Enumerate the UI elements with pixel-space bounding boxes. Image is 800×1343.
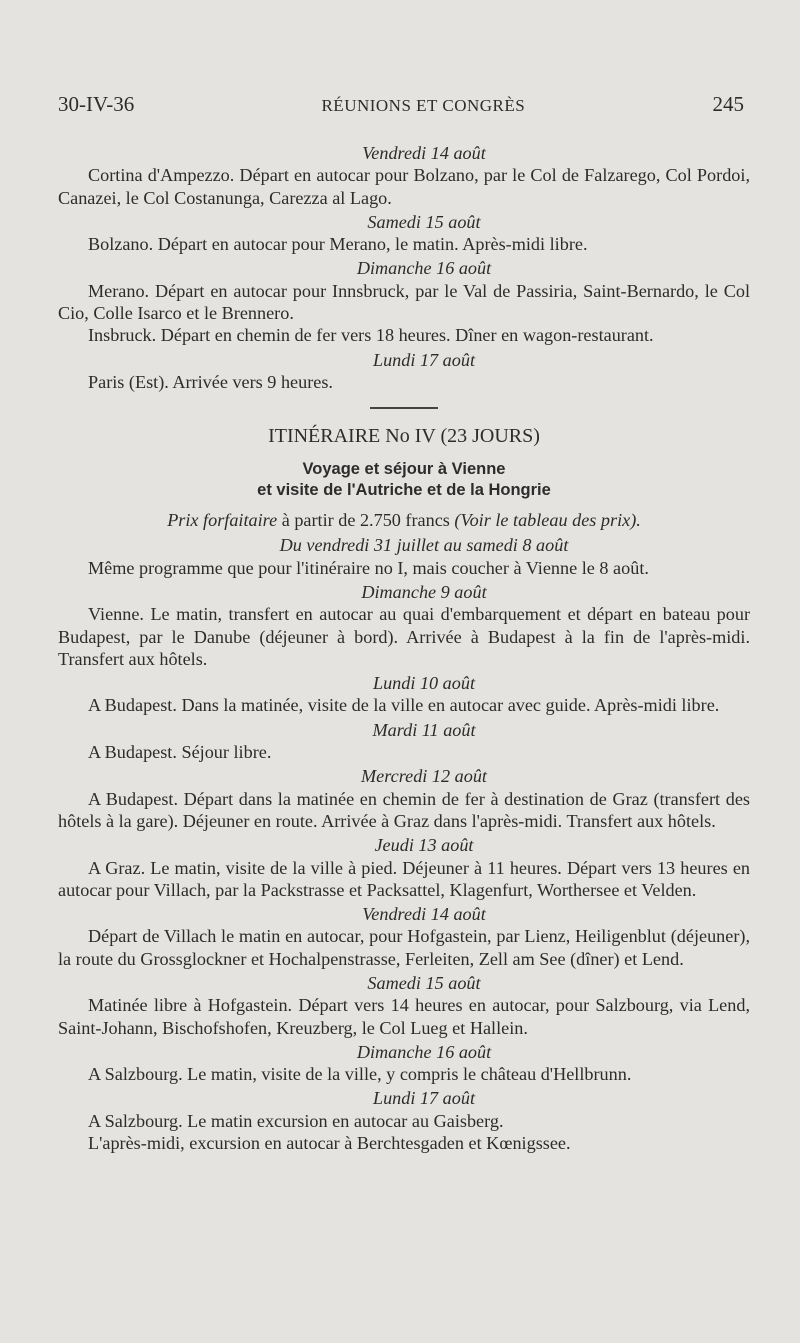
day-heading: Lundi 17 août xyxy=(372,1088,476,1109)
day-paragraph: A Salzbourg. Le matin excursion en autocar au Gaisberg. xyxy=(88,1110,504,1131)
running-header xyxy=(58,92,744,117)
day-heading: Dimanche 9 août xyxy=(361,581,487,602)
header-title: RÉUNIONS ET CONGRÈS xyxy=(321,96,526,115)
day-paragraph: A Budapest. Départ dans la matinée en chemin de fer à destination de Graz (transfert des hôtels à la gare). Déjeuner en route. Arrivée à Graz dans l'après-midi. Transfert aux hôtels. xyxy=(58,788,750,831)
day-paragraph: Vienne. Le matin, transfert en autocar au quai d'embarquement et départ en bateau pour Budapest, par le Danube (déjeuner à bord). Arrivée à Budapest à la fin de l'après-midi. Transfert aux hôtels. xyxy=(58,604,750,669)
day-heading: Mardi 11 août xyxy=(372,719,476,740)
page-body xyxy=(58,140,750,1154)
day-paragraph: Bolzano. Départ en autocar pour Merano, le matin. Après-midi libre. xyxy=(88,234,588,255)
day-paragraph: A Graz. Le matin, visite de la ville à pied. Déjeuner à 11 heures. Départ vers 13 heures en autocar pour Villach, par la Packstrasse et Packsattel, Klagenfurt, Worthersee et Velden. xyxy=(58,857,750,900)
itinerary-iv-days xyxy=(58,534,750,1154)
day-heading: Samedi 15 août xyxy=(367,973,481,993)
day-heading: Dimanche 16 août xyxy=(356,258,492,279)
day-heading: Mercredi 12 août xyxy=(361,766,487,787)
day-paragraph: L'après-midi, excursion en autocar à Berchtesgaden et Kœnigssee. xyxy=(88,1133,571,1154)
itinerary-subtitle-1: Voyage et séjour à Vienne xyxy=(302,460,506,479)
day-heading: Samedi 15 août xyxy=(367,211,481,232)
day-paragraph: Insbruck. Départ en chemin de fer vers 18 heures. Dîner en wagon-restaurant. xyxy=(88,325,654,346)
day-paragraph: A Budapest. Dans la matinée, visite de la ville en autocar avec guide. Après-midi libre. xyxy=(88,695,720,716)
day-paragraph: A Budapest. Séjour libre. xyxy=(88,742,272,763)
day-paragraph: Paris (Est). Arrivée vers 9 heures. xyxy=(88,371,333,392)
day-heading: Dimanche 16 août xyxy=(356,1041,492,1062)
page-number: 245 xyxy=(712,92,744,116)
price-label: Prix forfaitaire xyxy=(167,510,278,531)
header-date: 30-IV-36 xyxy=(58,92,135,116)
day-paragraph: Cortina d'Ampezzo. Départ en autocar pour Bolzano, par le Col de Falzarego, Col Pordoi, Canazei, le Col Costanunga, Carezza al Lago. xyxy=(58,165,750,208)
day-paragraph: Départ de Villach le matin en autocar, pour Hofgastein, par Lienz, Heiligenblut (déjeuner), la route du Grossglockner et Hochalpenstrasse, Ferleiten, Zell am See (dîner) et Lend. xyxy=(58,926,750,969)
day-heading: Vendredi 14 août xyxy=(362,904,486,925)
day-heading: Lundi 17 août xyxy=(372,349,476,370)
price-note: (Voir le tableau des prix). xyxy=(454,510,641,531)
day-paragraph: Matinée libre à Hofgastein. Départ vers 14 heures en autocar, pour Salzbourg, via Lend, Saint-Johann, Bischofshofen, Kreuzberg, le Col Lueg et Hallein. xyxy=(58,995,750,1038)
day-paragraph: Merano. Départ en autocar pour Innsbruck, par le Val de Passiria, Saint-Bernardo, le Col Cio, Colle Isarco et le Brennero. xyxy=(58,280,750,324)
day-heading: Lundi 10 août xyxy=(372,673,476,694)
day-paragraph: Même programme que pour l'itinéraire no I, mais coucher à Vienne le 8 août. xyxy=(88,557,649,578)
day-heading: Jeudi 13 août xyxy=(374,835,474,856)
itinerary-iii-end xyxy=(58,142,750,393)
day-heading: Du vendredi 31 juillet au samedi 8 août xyxy=(279,535,569,556)
itinerary-subtitle-2: et visite de l'Autriche et de la Hongrie xyxy=(257,481,551,500)
price-text: à partir de 2.750 francs xyxy=(277,510,455,531)
price-line xyxy=(58,509,750,531)
day-paragraph: A Salzbourg. Le matin, visite de la ville, y compris le château d'Hellbrunn. xyxy=(88,1064,632,1085)
day-heading: Vendredi 14 août xyxy=(362,143,486,163)
section-divider xyxy=(370,407,438,409)
itinerary-title: ITINÉRAIRE No IV (23 JOURS) xyxy=(268,424,540,447)
